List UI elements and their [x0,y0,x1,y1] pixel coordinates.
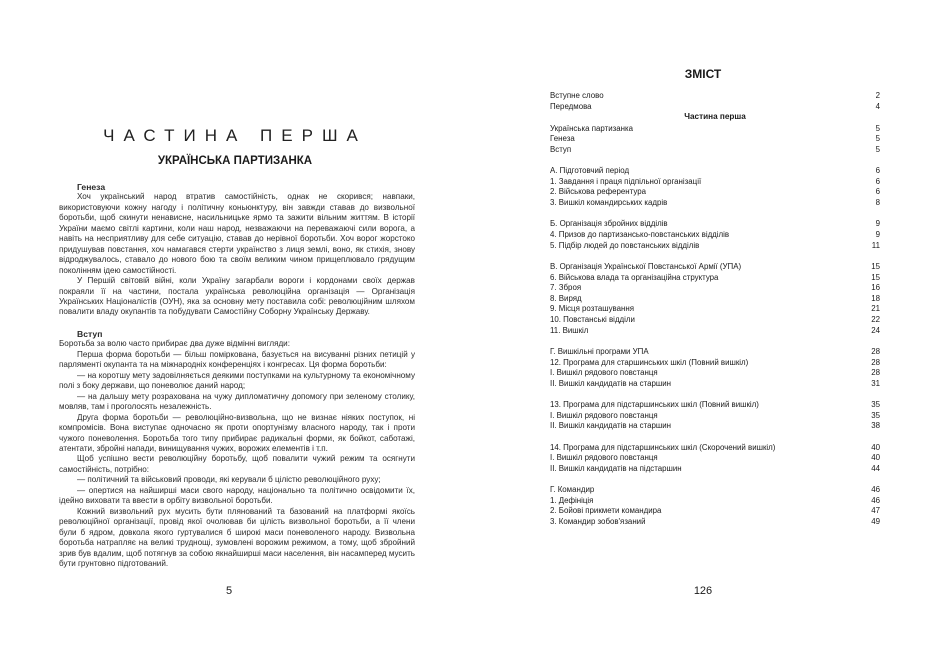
toc-entry[interactable] [550,517,880,528]
toc-entry[interactable] [550,241,880,252]
section-intro [59,329,415,569]
toc-entry-page: 6 [875,187,880,197]
toc-entry-label: 3. Вишкіл командирських кадрів [550,198,668,208]
toc-entry-label: 1. Завдання і праця підпільної організації [550,176,702,186]
toc-entry[interactable] [550,453,880,464]
chapter-title: УКРАЇНСЬКА ПАРТИЗАНКА [157,155,313,167]
list-paragraph: — на коротшу мету задовілняється деякими поступками на культурному та економічному полі з боку держави, що поневолює даний народ; [59,370,415,391]
toc-entry-page: 22 [871,314,880,324]
toc-entry-label: Г. Вишкільні програми УПА [550,346,649,356]
toc-entry-label: II. Вишкіл кандидатів на старшин [550,378,672,388]
toc-entry[interactable] [550,315,880,326]
toc-spacer [550,389,880,400]
paragraph: Кожний визвольний рух мусить бути плянований та базований на платформі якоїсь революційної організації, провід якої очолював би цілість визвольної боротьби, а її члени були б ядром, довкола якого гуртувалися б широкі маси поневоленого народу. Визвольна боротьба натрапляє на великі труднощі, зумовлені ворожим режимом, а тому, щоб збройний зрив був вдалим, щоб потягнув за собою якнайширші маси населення, він насамперед мусить бути грунтовно підготований. [59,506,415,568]
section-genesis [59,182,415,318]
toc-entry-label: 14. Програма для підстаршинських шкіл (Скорочений вишкіл) [550,442,776,452]
toc-entry[interactable] [550,411,880,422]
toc-entry-page: 5 [875,123,880,133]
left-page [0,0,470,657]
toc-entry[interactable] [550,91,880,102]
toc-part-heading: Частина перша [684,112,746,122]
toc-entry-page: 5 [875,144,880,154]
toc-entry[interactable] [550,421,880,432]
paragraph: Щоб успішно вести революційну боротьбу, щоб повалити чужий режим та осягнути самостійність, потрібно: [59,454,415,474]
toc-entry[interactable] [550,485,880,496]
list-paragraph: — політичний та військовий проводи, які керували б цілістю революційного руху; [77,475,381,485]
list-paragraph: — на дальшу мету розрахована на чужу дипломатичну допомогу при зеленому столику, мовляв, там і проголосять незалежність. [59,391,415,412]
paragraph: Перша форма боротьби — більш поміркована, базується на висуванні різних петицій у парляменті окупанта та на міжнародніх конференціях і конгресах. Ця форма боротьби: [59,349,415,370]
part-title: ЧАСТИНА ПЕРША [103,126,367,145]
page-number: 5 [225,585,233,597]
toc-entry[interactable] [550,347,880,358]
toc-entry-label: 11. Вишкіл [550,325,589,335]
toc-entry[interactable] [550,230,880,241]
toc-entry-label: II. Вишкіл кандидатів на старшин [550,421,672,431]
toc-entry-label: 4. Призов до партизансько-повстанських відділів [550,230,730,240]
toc-entry-page: 31 [871,378,880,388]
paragraph: Друга форма боротьби — революційно-визвольна, що не визнає ніяких поступок, ні компромісів. Вона виступає одночасно як проти опортунізму власного народу, так і проти чужого поневолення. Боротьба того типу прибирає радикальні форми, як бойкот, саботажі, атентати, збройні напади, винищування чужих, ворожих елементів і т.п. [59,412,415,453]
section-heading: Генеза [77,182,106,192]
toc-entry-page: 2 [875,91,880,100]
toc-entry[interactable] [550,283,880,294]
toc-entry-label: 2. Військова референтура [550,187,646,197]
toc-entry-label: А. Підготовчий період [550,166,630,176]
toc-entry-page: 35 [871,410,880,420]
toc-entry[interactable] [550,134,880,145]
toc-entry-page: 15 [871,272,880,282]
toc-spacer [550,336,880,347]
toc-entry-label: Українська партизанка [550,123,633,133]
toc-entry[interactable] [550,464,880,475]
toc-spacer [550,155,880,166]
toc-entry-page: 16 [871,283,880,293]
toc-spacer [550,432,880,443]
toc-entry[interactable] [550,187,880,198]
paragraph: Хоч український народ втратив самостійність, однак не скорився; навпаки, використовуючи кожну нагоду і політичну коньюнктуру, він завжди ставав до визвольної боротьби, щоб скинути ненависне, насильницьке ярмо та зажити вільним життям. В історії України маємо світлі картини, коли наш народ, незважаючи на переважаючі сили ворога, а навіть на несприятливу для себе ситуацію, ставав до нерівної боротьби. Хоч ворог жорстоко придушував повстання, хоч намагався стерти українство з лиця землі, воно, як стихія, знову відроджувалось, ставало до нового бою та своїм великим чином прищеплювало грядущим поколінням ідею самостійності. [59,192,415,275]
toc-entry-label: Вступ [550,144,572,154]
toc-entry[interactable] [550,379,880,390]
toc-entry[interactable] [550,273,880,284]
toc-entry-label: I. Вишкіл рядового повстанця [550,453,658,463]
toc-entry-page: 28 [871,346,880,356]
toc-entry[interactable] [550,262,880,273]
toc-entry-page: 46 [871,485,880,495]
toc-entry-label: II. Вишкіл кандидатів на підстаршин [550,463,682,473]
toc-entry-page: 38 [871,421,880,431]
toc-entry-page: 15 [871,262,880,272]
toc-entry-page: 28 [871,368,880,378]
toc-entry-label: 3. Командир зобов'язаний [550,517,646,527]
paragraph: Боротьба за волю часто прибирає два дуже відмінні вигляди: [59,339,290,349]
toc-title: ЗМІСТ [684,67,722,81]
toc-entry-label: 5. Підбір людей до повстанських відділів [550,240,700,250]
toc-entry-page: 6 [875,166,880,176]
toc-entry-label: Генеза [550,134,575,144]
toc-entry-page: 4 [875,101,880,111]
toc-entry-label: 6. Військова влада та організаційна структура [550,272,719,282]
toc-entry-page: 49 [871,517,880,527]
toc-entry-label: В. Організація Української Повстанської Армії (УПА) [550,262,742,272]
toc-entry-page: 11 [871,240,880,250]
right-page [470,0,941,657]
toc-entry-page: 8 [875,198,880,208]
toc-entry-label: 1. Дефініція [550,495,594,505]
toc-entry-label: Вступне слово [550,91,604,100]
toc-entry[interactable] [550,506,880,517]
toc-entry-page: 9 [875,219,880,229]
toc-entry[interactable] [550,496,880,507]
toc-entry-page: 35 [871,400,880,410]
toc-entry-label: 9. Місця розташування [550,304,635,314]
toc-entry-label: I. Вишкіл рядового повстанця [550,410,658,420]
toc-entry-page: 24 [871,325,880,335]
toc-entry-page: 44 [871,463,880,473]
toc-entry-page: 18 [871,293,880,303]
toc-entry-label: Г. Командир [550,485,595,495]
toc-entry-page: 5 [875,134,880,144]
toc-entry[interactable] [550,294,880,305]
toc-spacer [550,251,880,262]
toc-entry[interactable] [550,177,880,188]
toc-entry[interactable] [550,443,880,454]
toc-entry[interactable] [550,219,880,230]
toc-entry-page: 40 [871,453,880,463]
toc-entry[interactable] [550,304,880,315]
toc-entry[interactable] [550,198,880,209]
table-of-contents [550,91,880,528]
toc-entry-page: 6 [875,176,880,186]
toc-entry[interactable] [550,124,880,135]
toc-entry-label: 12. Програма для старшинських шкіл (Повний вишкіл) [550,357,749,367]
toc-entry-page: 9 [875,230,880,240]
toc-entry-page: 21 [871,304,880,314]
toc-entry-page: 28 [871,357,880,367]
toc-entry[interactable] [550,326,880,337]
list-paragraph: — опертися на найширші маси свого народу, національно та політично освідомити їх, ідейно виховати та ввести в орбіту визвольної боротьби. [59,485,415,506]
toc-entry[interactable] [550,358,880,369]
section-heading: Вступ [77,329,103,339]
toc-entry-label: Передмова [550,101,592,111]
toc-entry[interactable] [550,400,880,411]
toc-entry-label: 8. Виряд [550,293,582,303]
toc-entry-label: Б. Організація збройних відділів [550,219,668,229]
toc-entry[interactable] [550,166,880,177]
toc-spacer [550,209,880,220]
toc-entry[interactable] [550,102,880,113]
toc-entry-page: 46 [871,495,880,505]
toc-spacer [550,475,880,486]
toc-entry-label: I. Вишкіл рядового повстанця [550,368,658,378]
page-number: 126 [693,585,713,597]
toc-entry-page: 40 [871,442,880,452]
toc-entry-page: 47 [871,506,880,516]
toc-entry[interactable] [550,368,880,379]
toc-entry-label: 10. Повстанські відділи [550,314,635,324]
toc-entry[interactable] [550,145,880,156]
toc-entry-label: 13. Програма для підстаршинських шкіл (Повний вишкіл) [550,400,759,410]
toc-entry-label: 7. Зброя [550,283,582,293]
toc-entry-label: 2. Бойові прикмети командира [550,506,662,516]
paragraph: У Першій світовій війні, коли Україну загарбали вороги і кордонами своїх держав покраяли її на частини, постала українська революційна організація — Організація Українських Націоналістів (ОУН), яка за основну мету поставила собі: революційним шляхом повалити владу окупантів та побудувати Самостійну Соборну Українську Державу. [59,276,415,317]
